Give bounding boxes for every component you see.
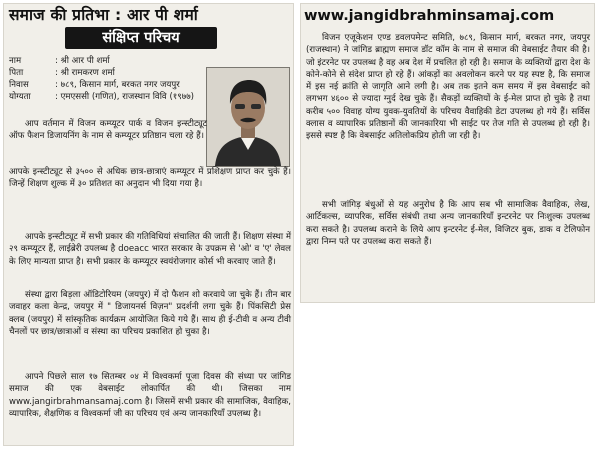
profile-value: : एमएससी (गणित), राजस्थान विवि (१९७७)	[55, 92, 195, 102]
paragraph-events: संस्था द्वारा बिड़ला ऑडिटोरियम (जयपुर) में दो फैशन शो करवाये जा चुके हैं। तीन बार जवाहर कला केन्द्र, जयपुर में " डिजायनर्स विज़न" प्रदर्शनी लगा चुके हैं। पिंकसिटी प्रेस क्लब (जयपुर) में सांस्कृतिक कार्यक्रम आयोजित किये गये हैं। साथ ही ई-टीवी व अन्य टीवी चैनलों पर छात्र/छात्राओं व संस्था का परिचय प्रकाशित हो चुका है।	[9, 290, 291, 337]
paragraph-appeal: सभी जांगिड़ बंधुओं से यह अनुरोध है कि आप सब भी सामाजिक वैवाहिक, लेख, आर्टिकल्स, व्यापरिक, सर्विस संबंधी तथा अन्य जानकारियाँ इन्टरनेट पर निःशुल्क उपलब्ध करा सकते है। उपलब्ध कराने के लिये आप इन्टरनेट ई-मेल, विजिटर बुक, डाक व टेलिफोन द्वारा निम्न पते पर उपलब्ध करा सकते हैं।	[306, 200, 590, 247]
paragraph-students: आपके इन्स्टीट्यूट से ३५०० से अधिक छात्र-छात्राएं कम्प्यूटर में प्रशिक्षण प्राप्त कर चुके हैं। जिन्हें शिक्षण शुल्क में ३० प्रतिशत का अनुदान भी दिया गया है।	[9, 167, 291, 190]
website-headline: www.jangidbrahminsamaj.com	[304, 7, 555, 24]
profile-banner: संक्षिप्त परिचय	[65, 27, 217, 49]
profile-key: योग्यता	[9, 92, 31, 102]
paragraph-intro: आप वर्तमान में विजन कम्प्यूटर पार्क व विजन इन्स्टीट्यूट ऑफ फैशन डिजायनिंग के नाम से कम्प्यूटर प्रतिष्ठान चला रहे हैं।	[9, 119, 207, 142]
profile-details	[9, 55, 207, 103]
portrait-photo	[206, 67, 290, 167]
paragraph-activities: आपके इन्स्टीट्यूट में सभी प्रकार की गतिविधियां संचालित की जाती हैं। शिक्षण संस्था में २९ कम्प्यूटर हैं, लाईब्रेरी उपलब्ध है doeacc भारत सरकार के उपक्रम से 'ओ' व 'ए' लेवल के लिए मान्यता प्राप्त है। सभी प्रकार के कम्प्यूटर स्वयंरोजगार कोर्स भी करवाए जाते हैं।	[9, 232, 291, 267]
paragraph-website-info: विजन एजूकेशन एण्ड डवलपमेन्ट समिति, ७८९, किसान मार्ग, बरकत नगर, जयपुर (राजस्थान) ने जांगिड ब्राह्मण समाज डॉट कॉम के नाम से समाज की वेबसाईट तैयार की है। जो इंटरनेट पर उपलब्ध है वह अब देश में प्रचलित हो रही है। समाज के व्यक्तियों द्वारा देश के कोने-कोने से संदेश प्राप्त हो रहे हैं। आंकड़ों का अवलोकन करने पर यह स्पष्ट है, कि समाज में इस नई क्रांति से जागृति आने लगी है। अब तक इतने कम समय में इस वेबसाईट को लगभग ४६०० से ज्यादा ग्नुर्द देख चुके हैं। सैकड़ों व्यक्तियों के ई-मेल प्राप्त हो चुके है तथा करीब ५०० विवाह योग्य युवक-युवतियों के परिचय वैवाहिकी डेटा उपलब्ध हो गये हैं। सर्विस क्लास व व्यापारिक प्रतिष्ठानों की जानकारिया भी साईट पर तेज गति से उपलब्ध हो रही है। इससे स्पष्ट है कि वेबसाईट अतिलोकप्रिय होती जा रही है।	[306, 33, 590, 142]
profile-row-address	[9, 79, 207, 91]
profile-key: पिता	[9, 68, 24, 78]
profile-value: : श्री रामकरण शर्मा	[55, 68, 115, 78]
left-newspaper-clipping	[3, 3, 294, 446]
profile-key: नाम	[9, 56, 22, 66]
right-newspaper-clipping	[300, 3, 595, 303]
profile-value: : ७८९, किसान मार्ग, बरकत नगर जयपुर	[55, 80, 180, 90]
profile-row-father	[9, 67, 207, 79]
profile-row-name	[9, 55, 207, 67]
profile-row-qualification	[9, 91, 207, 103]
profile-value: : श्री आर पी शर्मा	[55, 56, 110, 66]
paragraph-website: आपने पिछले साल १७ सितम्बर ०४ में विश्वकर्मा पूजा दिवस की संध्या पर जांगिड समाज की एक वेबसाईट लोकार्पित की थी। जिसका नाम www.jangirbrahmansamaj.com है। जिसमें सभी प्रकार की सामाजिक, वैवाहिक, व्यापारिक, शैक्षणिक व विश्वकर्मा जी का परिचय एवं अन्य जानकारियाँ उपलब्ध है।	[9, 372, 291, 419]
left-headline: समाज की प्रतिभा : आर पी शर्मा	[9, 6, 198, 24]
portrait-photo-graphic	[207, 68, 289, 166]
profile-key: निवास	[9, 80, 29, 90]
